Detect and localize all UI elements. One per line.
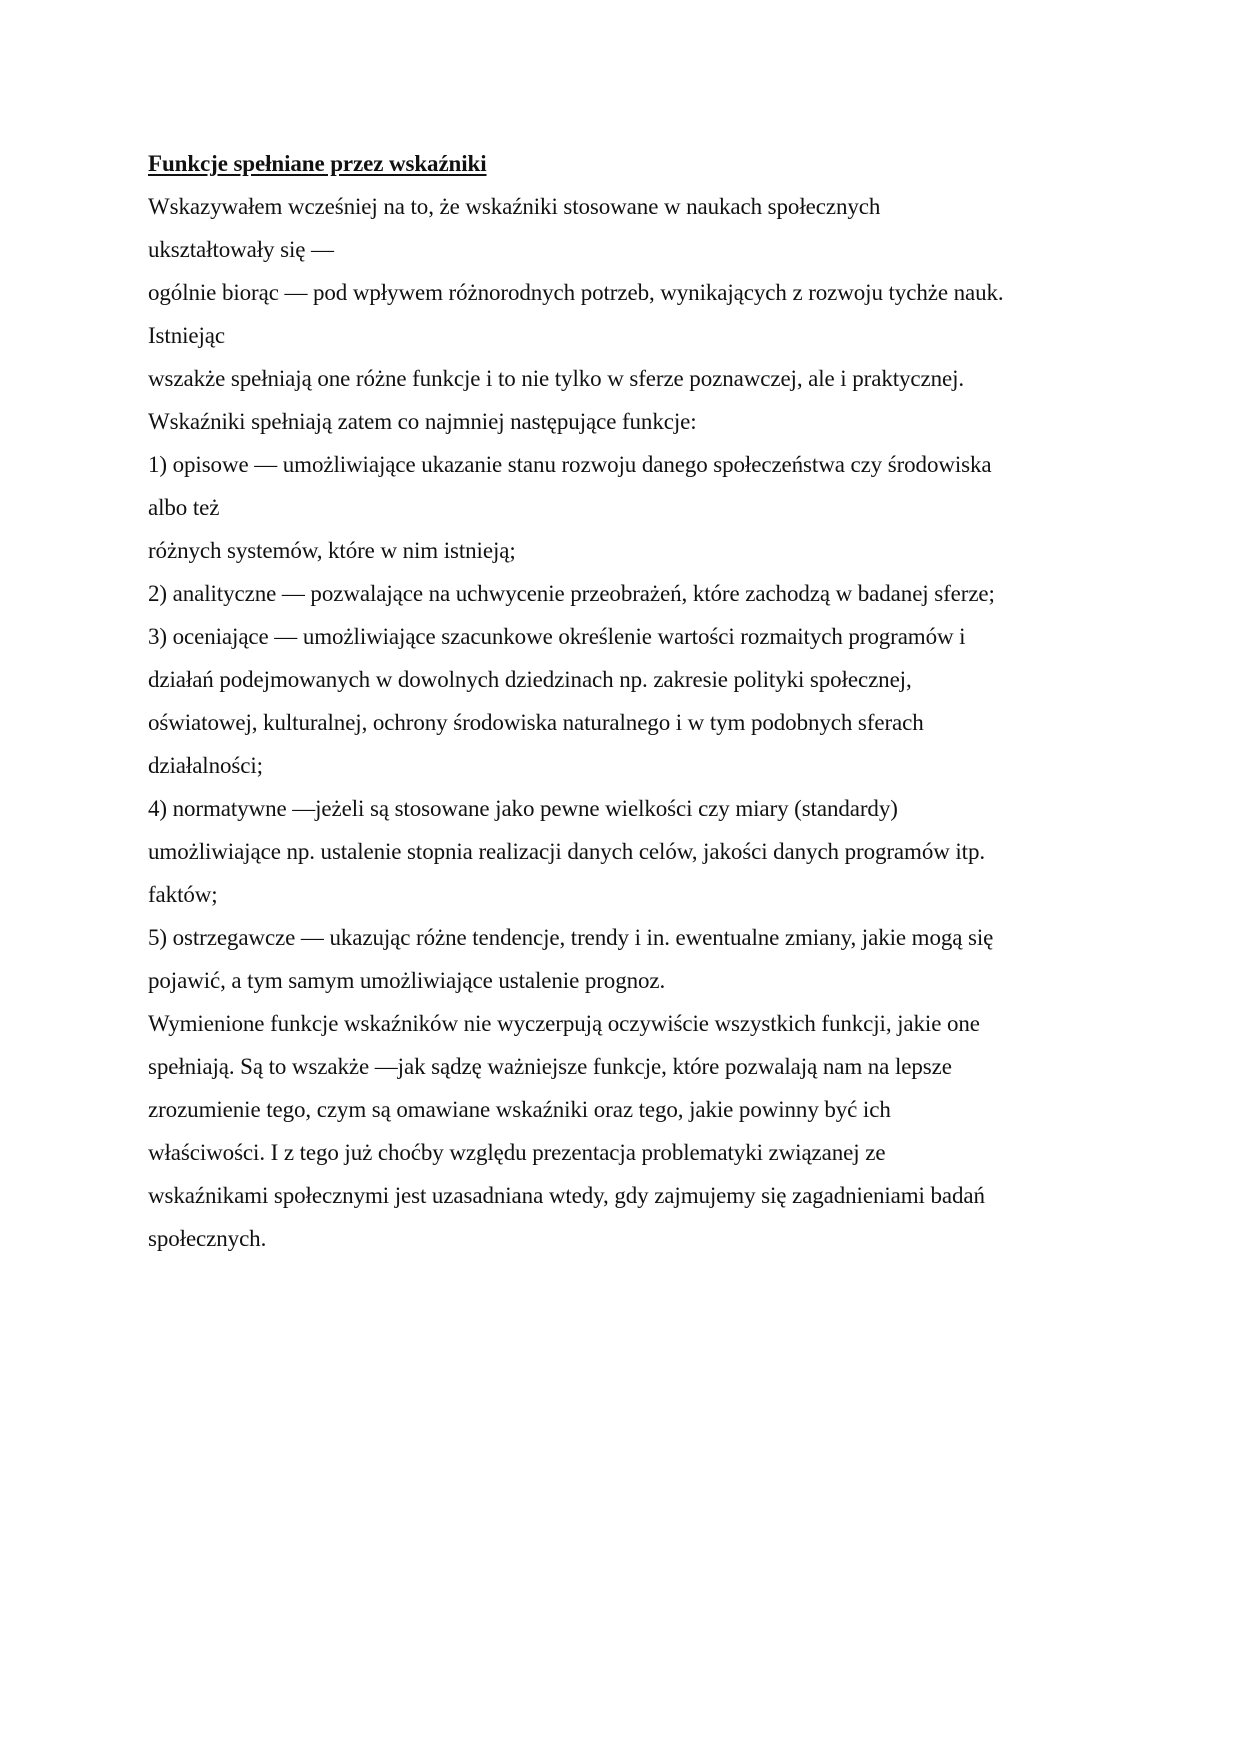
text-line: Wskazywałem wcześniej na to, że wskaźniki stosowane w naukach społecznych <box>148 194 881 219</box>
list-item-text: umożliwiające np. ustalenie stopnia realizacji danych celów, jakości danych programów itp. <box>148 839 986 864</box>
list-item-text: działań podejmowanych w dowolnych dziedzinach np. zakresie polityki społecznej, <box>148 667 912 692</box>
document-body <box>148 142 1108 1260</box>
list-item-text: 2) analityczne — pozwalające na uchwycenie przeobrażeń, które zachodzą w badanej sferze; <box>148 581 995 606</box>
list-item-text: 5) ostrzegawcze — ukazując różne tendencje, trendy i in. ewentualne zmiany, jakie mogą się <box>148 925 994 950</box>
list-item-text: działalności; <box>148 753 263 778</box>
document-title: Funkcje spełniane przez wskaźniki <box>148 151 487 176</box>
list-item-text: faktów; <box>148 882 218 907</box>
text-line: wszakże spełniają one różne funkcje i to nie tylko w sferze poznawczej, ale i praktycznej. <box>148 366 965 391</box>
list-item-text: 4) normatywne —jeżeli są stosowane jako pewne wielkości czy miary (standardy) <box>148 796 898 821</box>
text-line: właściwości. I z tego już choćby względu prezentacja problematyki związanej ze <box>148 1140 886 1165</box>
list-item-text: 1) opisowe — umożliwiające ukazanie stanu rozwoju danego społeczeństwa czy środowiska <box>148 452 992 477</box>
text-line: wskaźnikami społecznymi jest uzasadniana wtedy, gdy zajmujemy się zagadnieniami badań <box>148 1183 985 1208</box>
text-line: ogólnie biorąc — pod wpływem różnorodnych potrzeb, wynikających z rozwoju tychże nauk. <box>148 280 1004 305</box>
text-line: Wymienione funkcje wskaźników nie wyczerpują oczywiście wszystkich funkcji, jakie one <box>148 1011 980 1036</box>
list-item-text: oświatowej, kulturalnej, ochrony środowiska naturalnego i w tym podobnych sferach <box>148 710 924 735</box>
list-item-text: pojawić, a tym samym umożliwiające ustalenie prognoz. <box>148 968 666 993</box>
text-line: spełniają. Są to wszakże —jak sądzę ważniejsze funkcje, które pozwalają nam na lepsze <box>148 1054 952 1079</box>
text-line: zrozumienie tego, czym są omawiane wskaźniki oraz tego, jakie powinny być ich <box>148 1097 891 1122</box>
text-line: Wskaźniki spełniają zatem co najmniej następujące funkcje: <box>148 409 697 434</box>
list-item-text: 3) oceniające — umożliwiające szacunkowe określenie wartości rozmaitych programów i <box>148 624 966 649</box>
list-item-text: albo też <box>148 495 220 520</box>
text-line: ukształtowały się — <box>148 237 334 262</box>
text-line: społecznych. <box>148 1226 267 1251</box>
list-item-text: różnych systemów, które w nim istnieją; <box>148 538 516 563</box>
text-line: Istniejąc <box>148 323 226 348</box>
